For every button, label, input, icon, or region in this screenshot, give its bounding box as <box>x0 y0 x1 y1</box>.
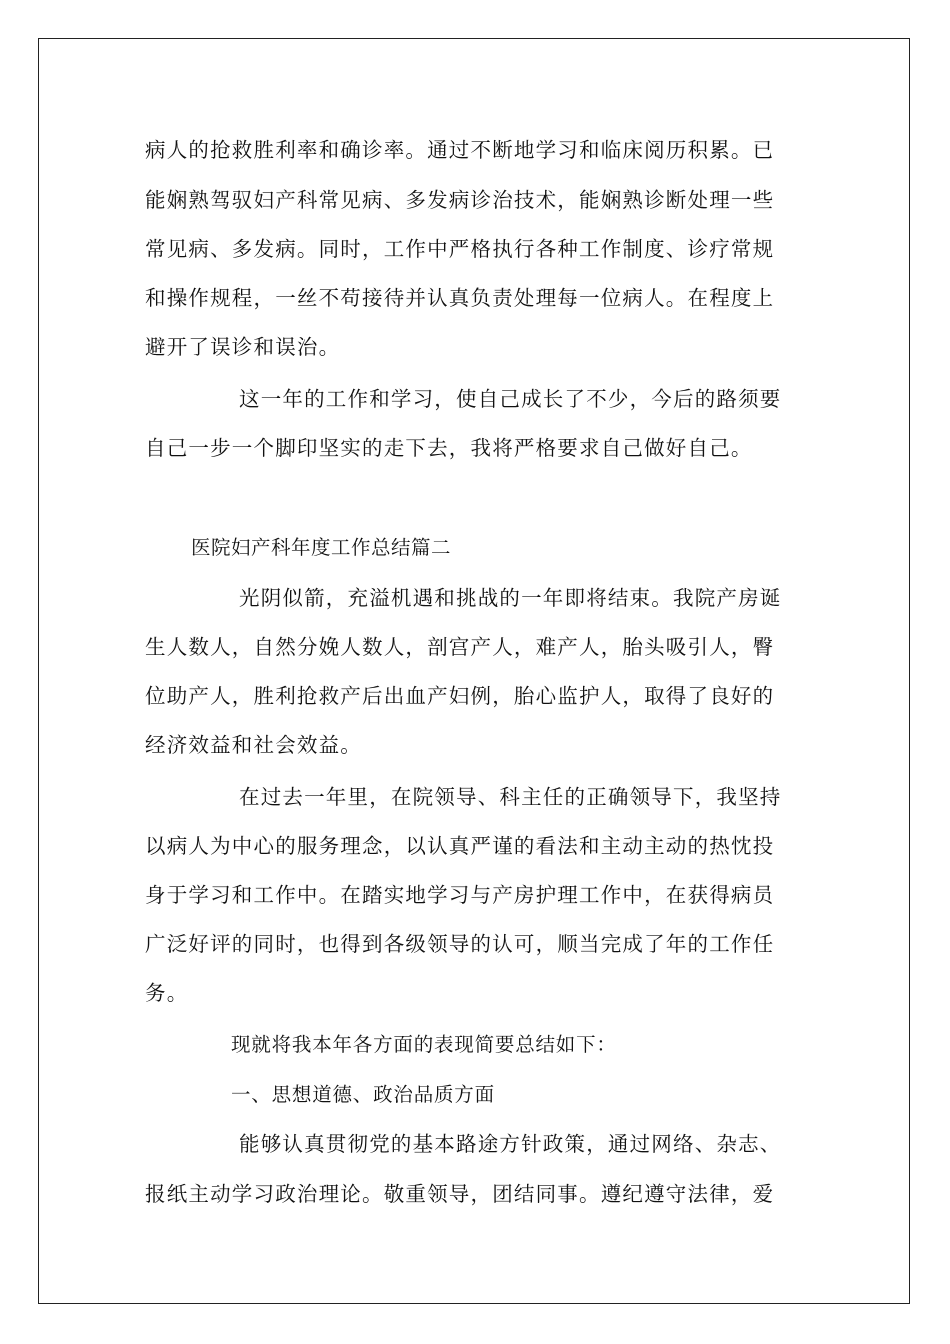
paragraph-line: 能够认真贯彻党的基本路途方针政策，通过网络、杂志、 <box>239 1132 782 1156</box>
paragraph-line: 病人的抢救胜利率和确诊率。通过不断地学习和临床阅历积累。已 <box>145 138 775 162</box>
paragraph-line: 身于学习和工作中。在踏实地学习与产房护理工作中，在获得病员 <box>145 883 775 907</box>
paragraph-line: 这一年的工作和学习，使自己成长了不少，今后的路须要 <box>239 387 782 411</box>
page-border <box>38 38 910 1304</box>
paragraph-line: 和操作规程，一丝不苟接待并认真负责处理每一位病人。在程度上 <box>145 286 775 310</box>
paragraph-line: 常见病、多发病。同时，工作中严格执行各种工作制度、诊疗常规 <box>145 237 775 261</box>
paragraph-line: 报纸主动学习政治理论。敬重领导，团结同事。遵纪遵守法律，爱 <box>145 1182 775 1206</box>
paragraph-line: 生人数人，自然分娩人数人，剖宫产人，难产人，胎头吸引人，臀 <box>145 635 775 659</box>
paragraph-line: 位助产人，胜利抢救产后出血产妇例，胎心监护人，取得了良好的 <box>145 684 775 708</box>
paragraph-line: 广泛好评的同时，也得到各级领导的认可，顺当完成了年的工作任 <box>145 932 775 956</box>
paragraph-line: 光阴似箭，充溢机遇和挑战的一年即将结束。我院产房诞 <box>239 586 782 610</box>
paragraph-line: 避开了误诊和误治。 <box>145 335 341 359</box>
paragraph-line: 经济效益和社会效益。 <box>145 733 362 757</box>
paragraph-line: 在过去一年里，在院领导、科主任的正确领导下，我坚持 <box>239 785 782 809</box>
section-title: 一、思想道德、政治品质方面 <box>231 1083 495 1106</box>
paragraph-line: 现就将我本年各方面的表现简要总结如下： <box>231 1033 617 1056</box>
paragraph-line: 自己一步一个脚印坚实的走下去，我将严格要求自己做好自己。 <box>145 436 753 460</box>
paragraph-line: 务。 <box>145 981 189 1005</box>
section-heading: 医院妇产科年度工作总结篇二 <box>191 536 452 559</box>
paragraph-line: 能娴熟驾驭妇产科常见病、多发病诊治技术，能娴熟诊断处理一些 <box>145 188 775 212</box>
paragraph-line: 以病人为中心的服务理念，以认真严谨的看法和主动主动的热忱投 <box>145 834 775 858</box>
